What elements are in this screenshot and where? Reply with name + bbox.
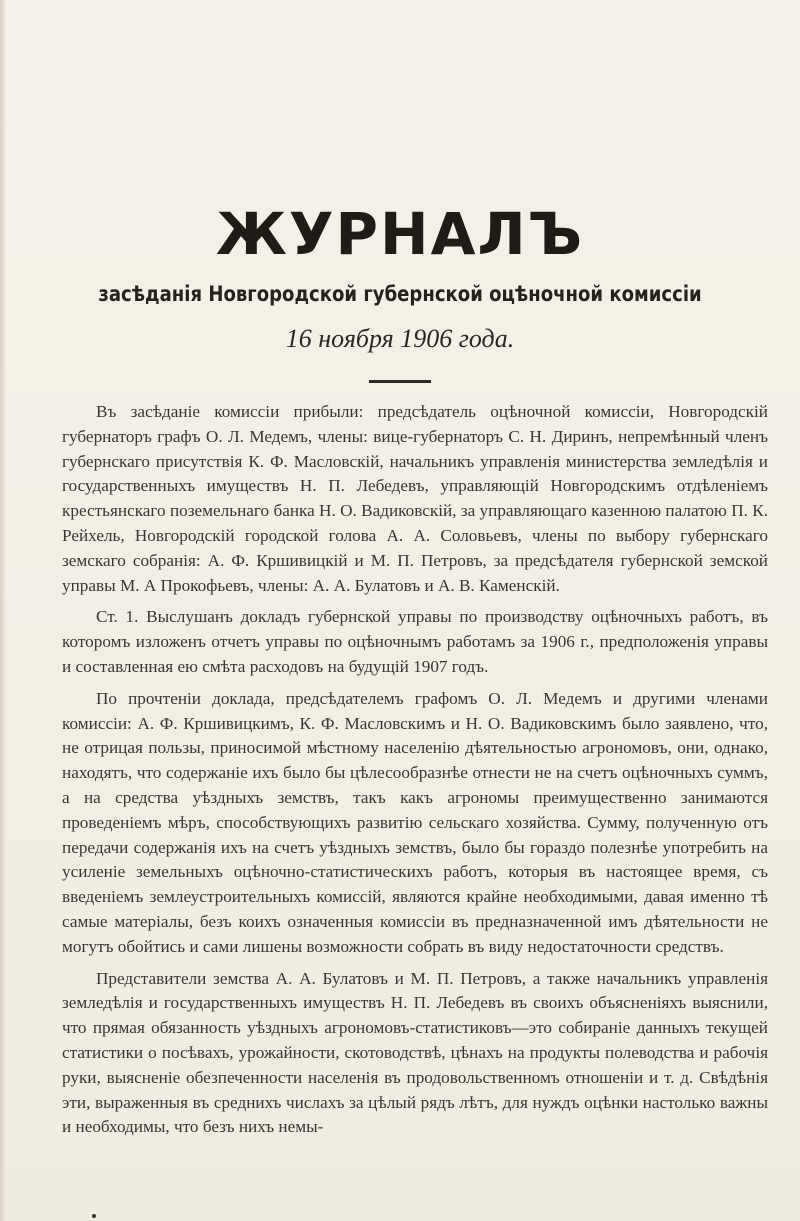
- document-body: [62, 400, 768, 1147]
- document-date: 16 ноября 1906 года.: [285, 324, 515, 353]
- document-title: ЖУРНАЛЪ: [215, 200, 585, 268]
- paragraph-zemstvo-representatives: Представители земства А. А. Булатовъ и М. П. Петровъ, а также начальникъ управленія земледѣлія и государственныхъ имуществъ Н. П. Лебедевъ въ своихъ объясненіяхъ выяснили, что прямая обязанность уѣздныхъ агрономовъ-статистиковъ—это собираніе данныхъ текущей статистики о посѣвахъ, урожайности, скотоводствѣ, цѣнахъ на продукты полеводства и рабочія руки, выясненіе обезпеченности населенія въ продовольственномъ отношеніи и т. д. Свѣдѣнія эти, выраженныя въ среднихъ числахъ за цѣлый рядъ лѣтъ, для нуждъ оцѣнки настолько важны и необходимы, что безъ нихъ немы-: [62, 968, 768, 1137]
- paragraph-article-1: Ст. 1. Выслушанъ докладъ губернской управы по производству оцѣночныхъ работъ, въ которомъ изложенъ отчетъ управы по оцѣночнымъ работамъ за 1906 г., предположенія управы и составленная ею смѣта расходовъ на будущій 1907 годъ.: [62, 607, 768, 676]
- ink-speck: [92, 1214, 96, 1218]
- header-divider: [369, 380, 431, 383]
- paragraph-discussion: По прочтеніи доклада, предсѣдателемъ графомъ О. Л. Медемъ и другими членами комиссіи: А. Ф. Кршивицкимъ, К. Ф. Масловскимъ и Н. О. Вадиковскимъ было заявлено, что, не отрицая пользы, приносимой мѣстному населенію дѣятельностью агрономовъ, они, однако, находятъ, что содержаніе ихъ было бы цѣлесообразнѣе отнести не на счетъ оцѣночныхъ суммъ, а на средства уѣздныхъ земствъ, такъ какъ агрономы преимущественно занимаются проведеніемъ мѣръ, способствующихъ развитію сельскаго хозяйства. Сумму, полученную отъ передачи содержанія ихъ на счетъ уѣздныхъ земствъ, было бы гораздо полезнѣе употребить на усиленіе земельныхъ оцѣночно-статистическихъ работъ, которыя въ настоящее время, съ введеніемъ землеустроительныхъ комиссій, являются крайне необходимыми, давая именно тѣ самые матеріалы, безъ коихъ означенныя комиссіи въ предназначенной имъ дѣятельности не могутъ обойтись и сами лишены возможности собрать въ виду недостаточности средствъ.: [62, 688, 768, 956]
- paragraph-attendees: Въ засѣданіе комиссіи прибыли: предсѣдатель оцѣночной комиссіи, Новгородскій губернаторъ графъ О. Л. Медемъ, члены: вице-губернаторъ С. Н. Диринъ, непремѣнный членъ губернскаго присутствія К. Ф. Масловскій, начальникъ управленія министерства земледѣлія и государственныхъ имуществъ Н. П. Лебедевъ, управляющій Новгородскимъ отдѣленіемъ крестьянскаго поземельнаго банка Н. О. Вадиковскій, за управляющаго казенною палатою П. К. Рейхель, Новгородскій городской голова А. А. Соловьевъ, члены по выбору губернскаго земскаго собранія: А. Ф. Кршивицкій и М. П. Петровъ, за предсѣдателя губернской земской управы М. А Прокофьевъ, члены: А. А. Булатовъ и А. В. Каменскій.: [62, 402, 768, 595]
- document-header: [0, 200, 800, 354]
- document-subtitle: засѣданія Новгородской губернской оцѣночной комиссіи: [98, 282, 702, 306]
- page-edge-shadow: [0, 0, 6, 1221]
